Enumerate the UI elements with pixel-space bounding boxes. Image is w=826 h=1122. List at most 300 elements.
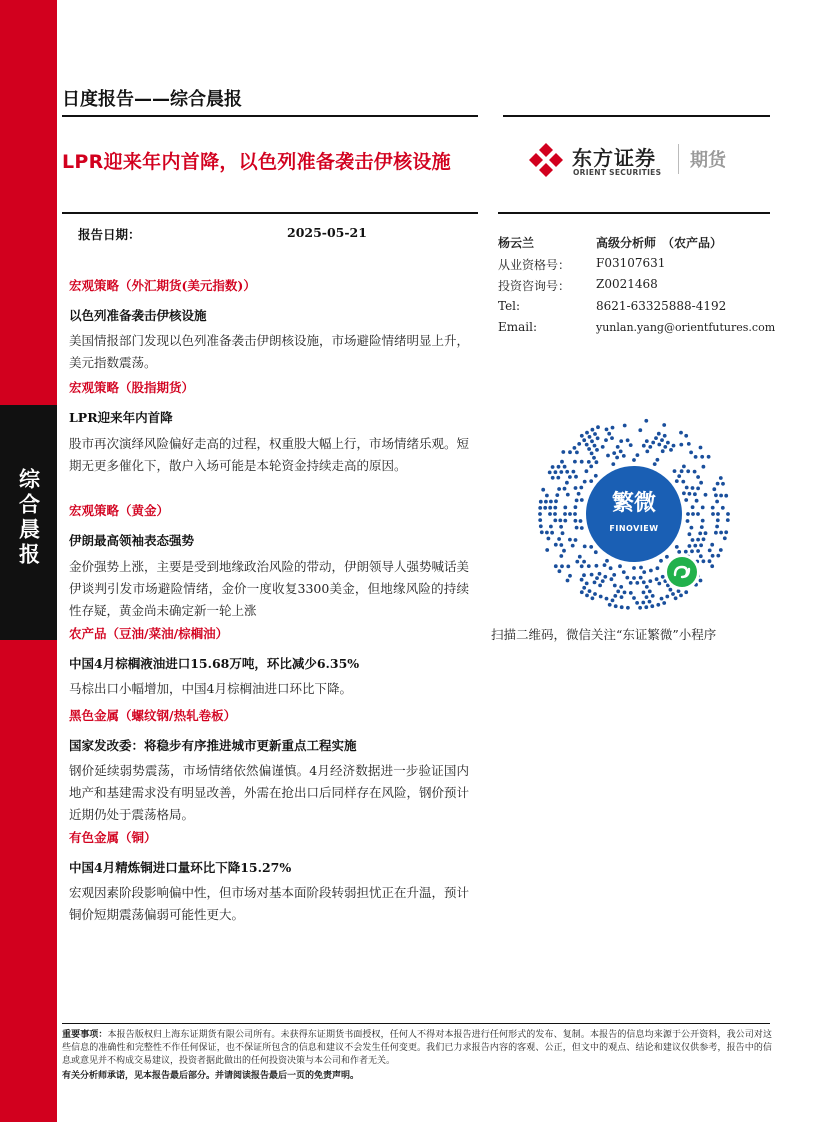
qr-dot: [675, 479, 679, 483]
qr-dot: [561, 450, 565, 454]
qr-dot: [613, 584, 617, 588]
qr-dot: [540, 530, 544, 534]
qr-dot: [543, 506, 547, 510]
qr-dot: [605, 597, 609, 601]
qr-dot: [587, 460, 591, 464]
qr-dot: [649, 569, 653, 573]
qr-dot: [563, 506, 567, 510]
qr-dot: [724, 530, 728, 534]
qr-dot: [699, 481, 703, 485]
qr-dot: [726, 518, 730, 522]
qr-dot: [559, 543, 563, 547]
qr-dot: [566, 579, 570, 583]
qr-dot: [608, 603, 612, 607]
qr-dot: [594, 550, 598, 554]
qr-dot: [563, 519, 567, 523]
qr-dot: [690, 526, 694, 530]
qr-dot: [557, 487, 561, 491]
qr-dot: [669, 448, 673, 452]
qr-dot: [603, 575, 607, 579]
qr-dot: [691, 486, 695, 490]
qr-dot: [573, 512, 577, 516]
qr-dot: [574, 486, 578, 490]
qr-dot: [605, 428, 609, 432]
qr-dot: [702, 465, 706, 469]
qr-dot: [641, 601, 645, 605]
qr-dot: [644, 605, 648, 609]
qr-dot: [699, 554, 703, 558]
qr-dot: [623, 424, 627, 428]
email-label: Email:: [498, 320, 538, 334]
qr-dot: [575, 526, 579, 530]
qr-dot: [550, 531, 554, 535]
qr-dot: [642, 591, 646, 595]
qr-dot: [714, 493, 718, 497]
qr-dot: [677, 474, 681, 478]
qr-dot: [580, 460, 584, 464]
qr-dot: [654, 436, 658, 440]
qr-dot: [696, 549, 700, 553]
qr-dot: [657, 432, 661, 436]
qr-dot: [595, 576, 599, 580]
qr-dot: [599, 595, 603, 599]
qr-dot: [565, 470, 569, 474]
qr-dot: [719, 494, 723, 498]
qr-dot: [625, 576, 629, 580]
qr-dot: [704, 493, 708, 497]
qr-dot: [596, 436, 600, 440]
qr-dot: [691, 512, 695, 516]
section-heading: 宏观策略（外汇期货(美元指数)）: [69, 278, 256, 293]
qr-dot: [591, 428, 595, 432]
qr-dot: [545, 548, 549, 552]
qr-dot: [538, 512, 542, 516]
qr-dot: [645, 595, 649, 599]
qr-dot: [549, 525, 553, 529]
qr-dot: [565, 481, 569, 485]
qr-dot: [665, 555, 669, 559]
qr-dot: [684, 590, 688, 594]
qr-dot: [593, 592, 597, 596]
disclaimer-text: 本报告版权归上海东证期货有限公司所有。未获得东证期货书面授权，任何人不得对本报告进行任何形式的发布、复制。本报告的信息均来源于公开资料，我公司对这些信息的准确性和完整性不作任何保证，也不保证所包含的信息和建议不会发生任何变更。我们已力求报告内容的客观、公正，但文中的观点、结论和建议仅供参考，报告中的信息或意见并不构成交易建议，投资者据此做出的任何投资决策与本公司和作者无关。: [62, 1030, 772, 1066]
qr-dot: [591, 596, 595, 600]
qr-dot: [553, 512, 557, 516]
qr-dot: [681, 480, 685, 484]
qr-dot: [605, 559, 609, 563]
qr-dot: [595, 564, 599, 568]
qr-dot: [577, 442, 581, 446]
qr-dot: [596, 425, 600, 429]
qr-dot: [548, 506, 552, 510]
qr-dot: [714, 531, 718, 535]
qr-dot: [629, 581, 633, 585]
qr-dot: [549, 500, 553, 504]
qr-dot: [559, 525, 563, 529]
qr-dot: [623, 591, 627, 595]
analyst-rule: [498, 212, 770, 214]
qr-dot: [558, 519, 562, 523]
qr-dot: [680, 469, 684, 473]
qr-dot: [539, 524, 543, 528]
qr-dot: [632, 576, 636, 580]
qr-dot: [642, 580, 646, 584]
qr-dot: [673, 469, 677, 473]
qr-dot: [594, 474, 598, 478]
qr-dot: [629, 591, 633, 595]
qr-dot: [688, 544, 692, 548]
qr-dot: [661, 575, 665, 579]
qr-dot: [636, 453, 640, 457]
qr-dot: [580, 434, 584, 438]
qr-dot: [639, 566, 643, 570]
qr-dot: [663, 445, 667, 449]
logo-name-en: ORIENT SECURITIES: [573, 168, 662, 177]
report-type: 日度报告——综合晨报: [62, 89, 242, 110]
qr-dot: [672, 444, 676, 448]
qr-dot: [575, 560, 579, 564]
qr-dot: [691, 538, 695, 542]
qr-dot: [589, 545, 593, 549]
qr-dot: [660, 597, 664, 601]
qr-dot: [622, 570, 626, 574]
qr-dot: [538, 506, 542, 510]
qr-dot: [557, 465, 561, 469]
qr-dot: [561, 531, 565, 535]
qr-dot: [716, 482, 720, 486]
qr-dot: [574, 505, 578, 509]
section-heading: 有色金属（铜）: [69, 830, 157, 845]
qr-dot: [638, 428, 642, 432]
sidebar-tab-label: 综合晨报: [16, 468, 41, 568]
qr-dot: [580, 498, 584, 502]
qr-dot: [653, 462, 657, 466]
qr-dot: [571, 544, 575, 548]
qr-dot: [648, 445, 652, 449]
qr-dot: [612, 573, 616, 577]
qr-dot: [589, 465, 593, 469]
qr-dot: [563, 465, 567, 469]
section-body: 马棕出口小幅增加，中国4月棕榈油进口环比下降。: [69, 681, 352, 696]
qr-dot: [568, 512, 572, 516]
qr-dot: [711, 512, 715, 516]
qr-dot: [560, 460, 564, 464]
section-ferrous: [69, 706, 469, 826]
qr-code[interactable]: [534, 414, 734, 614]
section-heading: 黑色金属（螺纹钢/热轧卷板）: [69, 708, 237, 723]
section-body: 美国情报部门发现以色列准备袭击伊朗核设施，市场避险情绪明显上升，美元指数震荡。: [69, 333, 470, 370]
qr-dot: [614, 604, 618, 608]
qr-dot: [659, 559, 663, 563]
qr-dot: [601, 579, 605, 583]
qr-dot: [554, 564, 558, 568]
qr-dot: [551, 465, 555, 469]
qr-dot: [682, 491, 686, 495]
qr-dot: [693, 544, 697, 548]
qr-dot: [622, 454, 626, 458]
qr-dot: [708, 549, 712, 553]
qr-dot: [562, 549, 566, 553]
tel-value: 8621-63325888-4192: [596, 299, 727, 313]
license-label: 从业资格号：: [498, 258, 571, 272]
qr-dot: [655, 577, 659, 581]
section-agri-oils: [69, 624, 469, 700]
qr-dot: [568, 574, 572, 578]
qr-dot: [587, 564, 591, 568]
qr-dot: [674, 596, 678, 600]
wechat-mini-program-icon: [664, 554, 700, 590]
qr-dot: [582, 438, 586, 442]
qr-dot: [699, 543, 703, 547]
section-title: 中国4月棕榈液油进口15.68万吨，环比减少6.35%: [69, 656, 360, 671]
qr-dot: [585, 431, 589, 435]
qr-dot: [548, 471, 552, 475]
qr-dot: [699, 446, 703, 450]
qr-dot: [691, 505, 695, 509]
qr-dot: [698, 532, 702, 536]
qr-dot: [723, 536, 727, 540]
qr-dot: [566, 493, 570, 497]
section-body: 金价强势上涨，主要是受到地缘政治风险的带动，伊朗领导人强势喊话美伊谈判引发市场避险情绪，金价一度收复3300美金，但地缘风险的持续性存疑，黄金尚未确定新一轮上涨: [69, 559, 470, 618]
qr-dot: [559, 470, 563, 474]
qr-dot: [619, 450, 623, 454]
qr-dot: [686, 512, 690, 516]
qr-dot: [657, 443, 661, 447]
report-date-value: 2025-05-21: [287, 225, 367, 240]
qr-dot: [588, 589, 592, 593]
qr-dot: [590, 452, 594, 456]
email-link[interactable]: yunlan.yang@orientfutures.com: [596, 321, 776, 334]
qr-dot: [710, 564, 714, 568]
qr-dot: [684, 498, 688, 502]
disclaimer: [62, 1029, 772, 1068]
qr-dot: [688, 492, 692, 496]
qr-dot: [557, 537, 561, 541]
qr-dot: [573, 446, 577, 450]
qr-dot: [553, 506, 557, 510]
qr-dot: [620, 605, 624, 609]
logo-name-cn: 东方证券: [572, 146, 656, 170]
qr-dot: [577, 492, 581, 496]
qr-dot: [642, 570, 646, 574]
qr-dot: [611, 599, 615, 603]
qr-dot: [719, 548, 723, 552]
section-title: LPR迎来年内首降: [69, 410, 173, 425]
qr-dot: [582, 560, 586, 564]
qr-dot: [613, 594, 617, 598]
qr-dot: [721, 482, 725, 486]
qr-dot: [715, 525, 719, 529]
qr-dot: [656, 458, 660, 462]
qr-dot: [651, 441, 655, 445]
qr-dot: [604, 438, 608, 442]
qr-dot: [610, 436, 614, 440]
qr-dot: [711, 554, 715, 558]
qr-dot: [696, 475, 700, 479]
qr-dot: [707, 455, 711, 459]
qr-dot: [662, 423, 666, 427]
section-heading: 宏观策略（股指期货）: [69, 380, 195, 395]
qr-dot: [609, 566, 613, 570]
qr-dot: [657, 582, 661, 586]
qr-dot: [648, 579, 652, 583]
qr-dot: [682, 465, 686, 469]
report-date-label: 报告日期：: [78, 227, 141, 242]
qr-dot: [544, 500, 548, 504]
section-macro-gold: [69, 501, 469, 622]
qr-dot: [661, 449, 665, 453]
qr-dot: [579, 486, 583, 490]
qr-dot: [612, 451, 616, 455]
qr-dot: [607, 432, 611, 436]
qr-dot: [554, 499, 558, 503]
date-rule: [62, 212, 478, 214]
qr-dot: [578, 555, 582, 559]
qr-dot: [593, 444, 597, 448]
consult-value: Z0021468: [596, 277, 658, 291]
qr-dot: [710, 543, 714, 547]
qr-dot: [553, 519, 557, 523]
qr-dot: [660, 438, 664, 442]
qr-dot: [556, 476, 560, 480]
section-copper: [69, 828, 469, 926]
section-title: 以色列准备袭击伊核设施: [69, 308, 207, 323]
qr-dot: [610, 577, 614, 581]
qr-dot: [582, 573, 586, 577]
section-macro-fx: [69, 276, 469, 374]
qr-dot: [663, 434, 667, 438]
logo-division: 期货: [690, 150, 726, 171]
qr-dot: [719, 476, 723, 480]
qr-dot: [704, 531, 708, 535]
qr-dot: [551, 476, 555, 480]
qr-dot: [632, 566, 636, 570]
qr-dot: [696, 487, 700, 491]
qr-dot: [650, 604, 654, 608]
qr-dot: [687, 442, 691, 446]
qr-dot: [712, 487, 716, 491]
qr-dot: [632, 596, 636, 600]
qr-dot: [593, 581, 597, 585]
qr-dot: [541, 488, 545, 492]
qr-dot: [724, 494, 728, 498]
qr-dot: [590, 573, 594, 577]
disclaimer-label: 重要事项：: [62, 1030, 108, 1040]
qr-dot: [726, 512, 730, 516]
qr-dot: [548, 512, 552, 516]
license-value: F03107631: [596, 256, 666, 270]
qr-dot: [715, 500, 719, 504]
qr-dot: [615, 456, 619, 460]
qr-dot: [620, 595, 624, 599]
qr-dot: [598, 572, 602, 576]
qr-dot: [606, 454, 610, 458]
qr-dot: [574, 519, 578, 523]
qr-dot: [590, 439, 594, 443]
qr-dot: [603, 563, 607, 567]
qr-dot: [665, 595, 669, 599]
qr-dot: [638, 606, 642, 610]
qr-dot: [563, 487, 567, 491]
section-title: 中国4月精炼铜进口量环比下降15.27%: [69, 860, 292, 875]
section-body: 宏观因素阶段影响偏中性，但市场对基本面阶段转弱担忧正在升温，预计铜价短期震荡偏弱可能性更大。: [69, 885, 470, 922]
qr-dot: [685, 486, 689, 490]
qr-dot: [684, 434, 688, 438]
qr-dot: [662, 601, 666, 605]
company-logo: [528, 140, 768, 180]
qr-dot: [677, 550, 681, 554]
section-body: 钢价延续弱势震荡，市场情绪依然偏谨慎。4月经济数据进一步验证国内地产和基建需求没有明显改善，外需在抢出口后同样存在风险，钢价预计近期仍处于震荡格局。: [69, 763, 470, 822]
qr-dot: [559, 554, 563, 558]
qr-dot: [648, 600, 652, 604]
consult-label: 投资咨询号：: [498, 279, 571, 293]
qr-dot: [700, 525, 704, 529]
qr-dot: [585, 469, 589, 473]
qr-dot: [568, 538, 572, 542]
qr-dot: [626, 606, 630, 610]
section-title: 伊朗最高领袖表态强势: [69, 533, 195, 548]
qr-dot: [575, 499, 579, 503]
qr-dot: [560, 564, 564, 568]
qr-dot: [701, 506, 705, 510]
qr-dot: [695, 499, 699, 503]
qr-dot: [686, 519, 690, 523]
qr-dot: [554, 470, 558, 474]
qr-dot: [686, 469, 690, 473]
qr-dot: [645, 439, 649, 443]
qr-dot: [679, 431, 683, 435]
analyst-notice: 有关分析师承诺，见本报告最后部分。并请阅读报告最后一页的免责声明。: [62, 1071, 360, 1081]
qr-dot: [585, 443, 589, 447]
qr-dot: [595, 448, 599, 452]
qr-center-text: 繁微: [611, 491, 657, 516]
qr-dot: [555, 493, 559, 497]
qr-dot: [573, 460, 577, 464]
section-macro-index: [69, 378, 469, 477]
analyst-name: 杨云兰: [498, 236, 535, 250]
qr-dot: [539, 500, 543, 504]
qr-dot: [545, 531, 549, 535]
section-body: 股市再次演绎风险偏好走高的过程，权重股大幅上行，市场情绪乐观。短期无更多催化下，散户入场可能是本轮资金持续走高的原因。: [69, 436, 470, 473]
qr-dot: [716, 554, 720, 558]
qr-dot: [700, 455, 704, 459]
qr-brand: FINOVIEW: [609, 524, 659, 533]
footer-rule: [62, 1023, 770, 1024]
qr-dot: [716, 518, 720, 522]
qr-dot: [702, 559, 706, 563]
qr-dot: [611, 462, 615, 466]
qr-dot: [632, 458, 636, 462]
qr-dot: [545, 494, 549, 498]
qr-dot: [716, 512, 720, 516]
qr-dot: [554, 543, 558, 547]
section-heading: 宏观策略（黄金）: [69, 503, 170, 518]
qr-dot: [675, 545, 679, 549]
qr-dot: [585, 594, 589, 598]
qr-dot: [648, 590, 652, 594]
qr-dot: [619, 585, 623, 589]
qr-dot: [585, 582, 589, 586]
qr-dot: [639, 576, 643, 580]
qr-dot: [568, 450, 572, 454]
qr-dot: [694, 455, 698, 459]
tel-label: Tel:: [498, 299, 521, 313]
qr-dot: [656, 603, 660, 607]
qr-dot: [583, 545, 587, 549]
qr-dot: [580, 564, 584, 568]
orient-logo-icon: [528, 142, 564, 178]
qr-dot: [574, 538, 578, 542]
qr-dot: [679, 594, 683, 598]
